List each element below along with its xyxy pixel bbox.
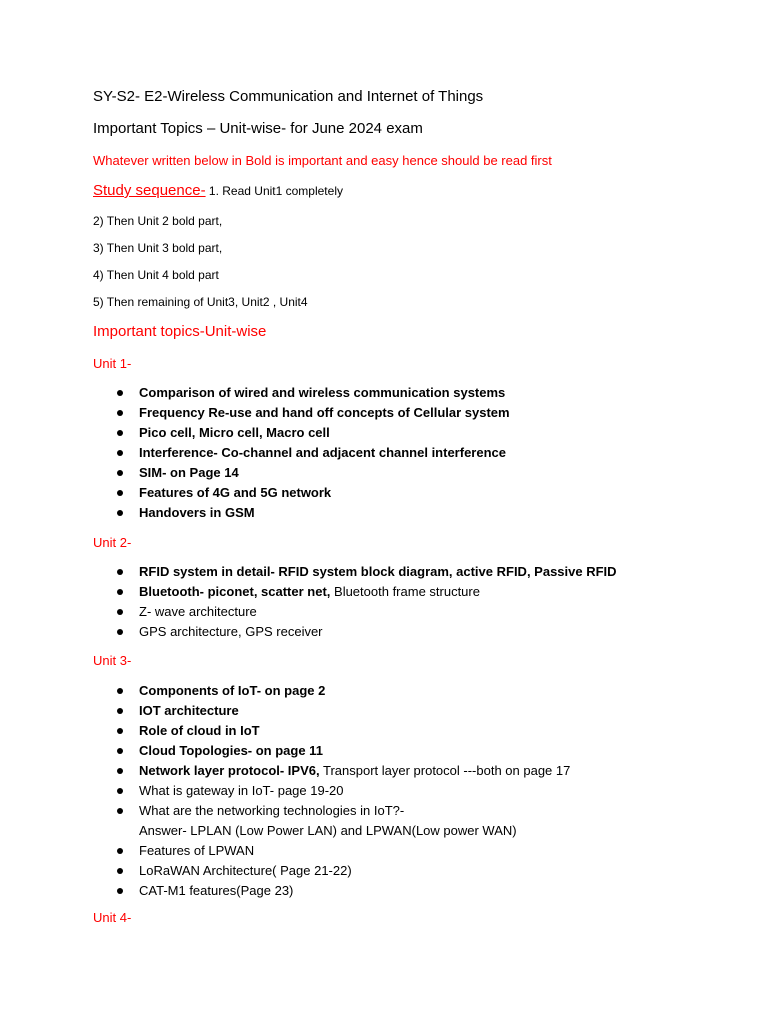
list-item: Network layer protocol- IPV6, Transport layer protocol ---both on page 17 <box>0 761 768 781</box>
study-step-5: 5) Then remaining of Unit3, Unit2 , Unit4 <box>93 295 308 309</box>
bullet-icon <box>117 609 123 615</box>
study-sequence-heading: Study sequence- <box>93 182 206 199</box>
list-item: Features of LPWAN <box>0 841 768 861</box>
bullet-icon <box>117 768 123 774</box>
bullet-icon <box>117 708 123 714</box>
bullet-icon <box>117 470 123 476</box>
bullet-icon <box>117 728 123 734</box>
document-title: SY-S2- E2-Wireless Communication and Internet of Things <box>93 88 484 105</box>
bullet-icon <box>117 748 123 754</box>
list-item: Bluetooth- piconet, scatter net, Bluetooth frame structure <box>0 582 768 602</box>
list-item: CAT-M1 features(Page 23) <box>0 881 768 901</box>
list-item: Cloud Topologies- on page 11 <box>0 741 768 761</box>
bullet-icon <box>117 450 123 456</box>
unit-2-label: Unit 2- <box>93 535 132 550</box>
bullet-icon <box>117 589 123 595</box>
bullet-icon <box>117 848 123 854</box>
unit-1-list <box>0 383 768 523</box>
bullet-icon <box>117 808 123 814</box>
study-step-2: 2) Then Unit 2 bold part, <box>93 214 223 228</box>
bullet-icon <box>117 430 123 436</box>
study-step-1: 1. Read Unit1 completely <box>205 184 343 198</box>
list-item: Interference- Co-channel and adjacent channel interference <box>0 443 768 463</box>
bullet-icon <box>117 569 123 575</box>
list-item: Handovers in GSM <box>0 503 768 523</box>
bullet-icon <box>117 788 123 794</box>
list-item: What is gateway in IoT- page 19-20 <box>0 781 768 801</box>
list-item: Role of cloud in IoT <box>0 721 768 741</box>
list-item: Features of 4G and 5G network <box>0 483 768 503</box>
list-item: LoRaWAN Architecture( Page 21-22) <box>0 861 768 881</box>
list-item: Pico cell, Micro cell, Macro cell <box>0 423 768 443</box>
list-item: Frequency Re-use and hand off concepts of Cellular system <box>0 403 768 423</box>
unit-4-label: Unit 4- <box>93 910 132 925</box>
list-item: Components of IoT- on page 2 <box>0 681 768 701</box>
list-item: Comparison of wired and wireless communication systems <box>0 383 768 403</box>
bullet-icon <box>117 629 123 635</box>
list-item: What are the networking technologies in IoT?- Answer- LPLAN (Low Power LAN) and LPWAN(Low power WAN) <box>0 801 768 841</box>
bullet-icon <box>117 410 123 416</box>
list-item: SIM- on Page 14 <box>0 463 768 483</box>
unit-1-label: Unit 1- <box>93 356 132 371</box>
bullet-icon <box>117 510 123 516</box>
list-item: RFID system in detail- RFID system block diagram, active RFID, Passive RFID <box>0 562 768 582</box>
study-step-4: 4) Then Unit 4 bold part <box>93 268 219 282</box>
list-item: Z- wave architecture <box>0 602 768 622</box>
study-step-3: 3) Then Unit 3 bold part, <box>93 241 223 255</box>
unit-3-label: Unit 3- <box>93 653 132 668</box>
document-subtitle: Important Topics – Unit-wise- for June 2024 exam <box>93 120 423 137</box>
bullet-icon <box>117 888 123 894</box>
list-item: IOT architecture <box>0 701 768 721</box>
bullet-icon <box>117 688 123 694</box>
bullet-icon <box>117 490 123 496</box>
study-sequence-line <box>93 182 343 200</box>
bold-note: Whatever written below in Bold is important and easy hence should be read first <box>93 153 552 168</box>
list-item: GPS architecture, GPS receiver <box>0 622 768 642</box>
bullet-icon <box>117 868 123 874</box>
unit-3-list <box>0 681 768 901</box>
topics-heading: Important topics-Unit-wise <box>93 323 267 340</box>
unit-2-list <box>0 562 768 642</box>
bullet-icon <box>117 390 123 396</box>
